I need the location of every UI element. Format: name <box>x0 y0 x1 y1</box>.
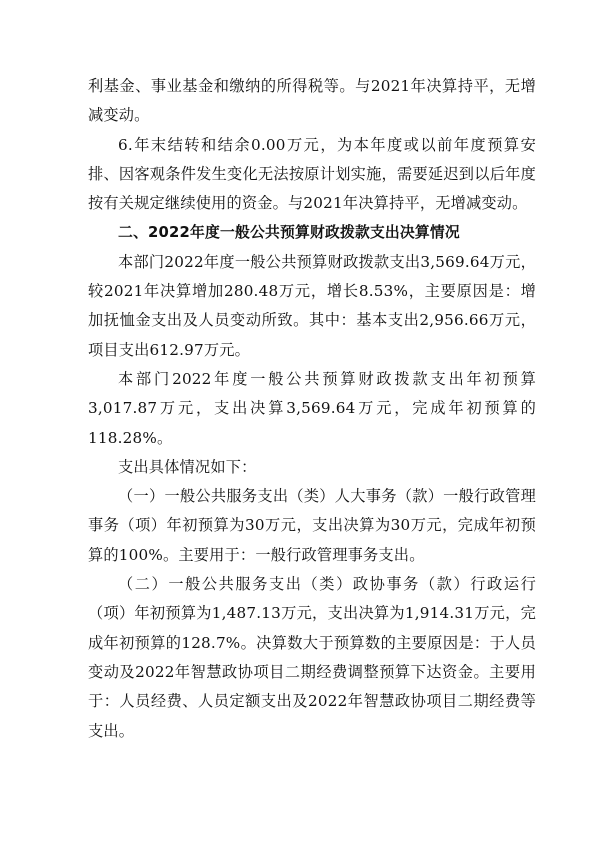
paragraph-continuation: 利基金、事业基金和缴纳的所得税等。与2021年决算持平，无增减变动。 <box>88 77 536 125</box>
section-heading: 二、2022年度一般公共预算财政拨款支出决算情况 <box>118 224 460 242</box>
paragraph-details-intro: 支出具体情况如下： <box>118 457 257 476</box>
paragraph-expenditure-summary: 本部门2022年度一般公共预算财政拨款支出3,569.64万元，较2021年决算增加280.48万元，增长8.53%，主要原因是：增加抚恤金支出及人员变动所致。其中：基本支出2,956.66万元，项目支出612.97万元。 <box>88 252 536 359</box>
paragraph-year-end-balance: 6.年末结转和结余0.00万元，为本年度或以前年度预算安排、因客观条件发生变化无法按原计划实施，需要延迟到以后年度按有关规定继续使用的资金。与2021年决算持平，无增减变动。 <box>88 135 536 213</box>
document-body <box>88 72 536 746</box>
paragraph-budget-completion: 本部门2022年度一般公共预算财政拨款支出年初预算3,017.87万元，支出决算3,569.64万元，完成年初预算的118.28%。 <box>88 369 536 447</box>
paragraph-item-one: （一）一般公共服务支出（类）人大事务（款）一般行政管理事务（项）年初预算为30万元，支出决算为30万元，完成年初预算的100%。主要用于：一般行政管理事务支出。 <box>88 487 536 564</box>
paragraph-item-two: （二）一般公共服务支出（类）政协事务（款）行政运行（项）年初预算为1,487.13万元，支出决算为1,914.31万元，完成年初预算的128.7%。决算数大于预算数的主要原因是：于人员变动及2022年智慧政协项目二期经费调整预算下达资金。主要用于：人员经费、人员定额支出及2022年智慧政协项目二期经费等支出。 <box>88 575 536 740</box>
